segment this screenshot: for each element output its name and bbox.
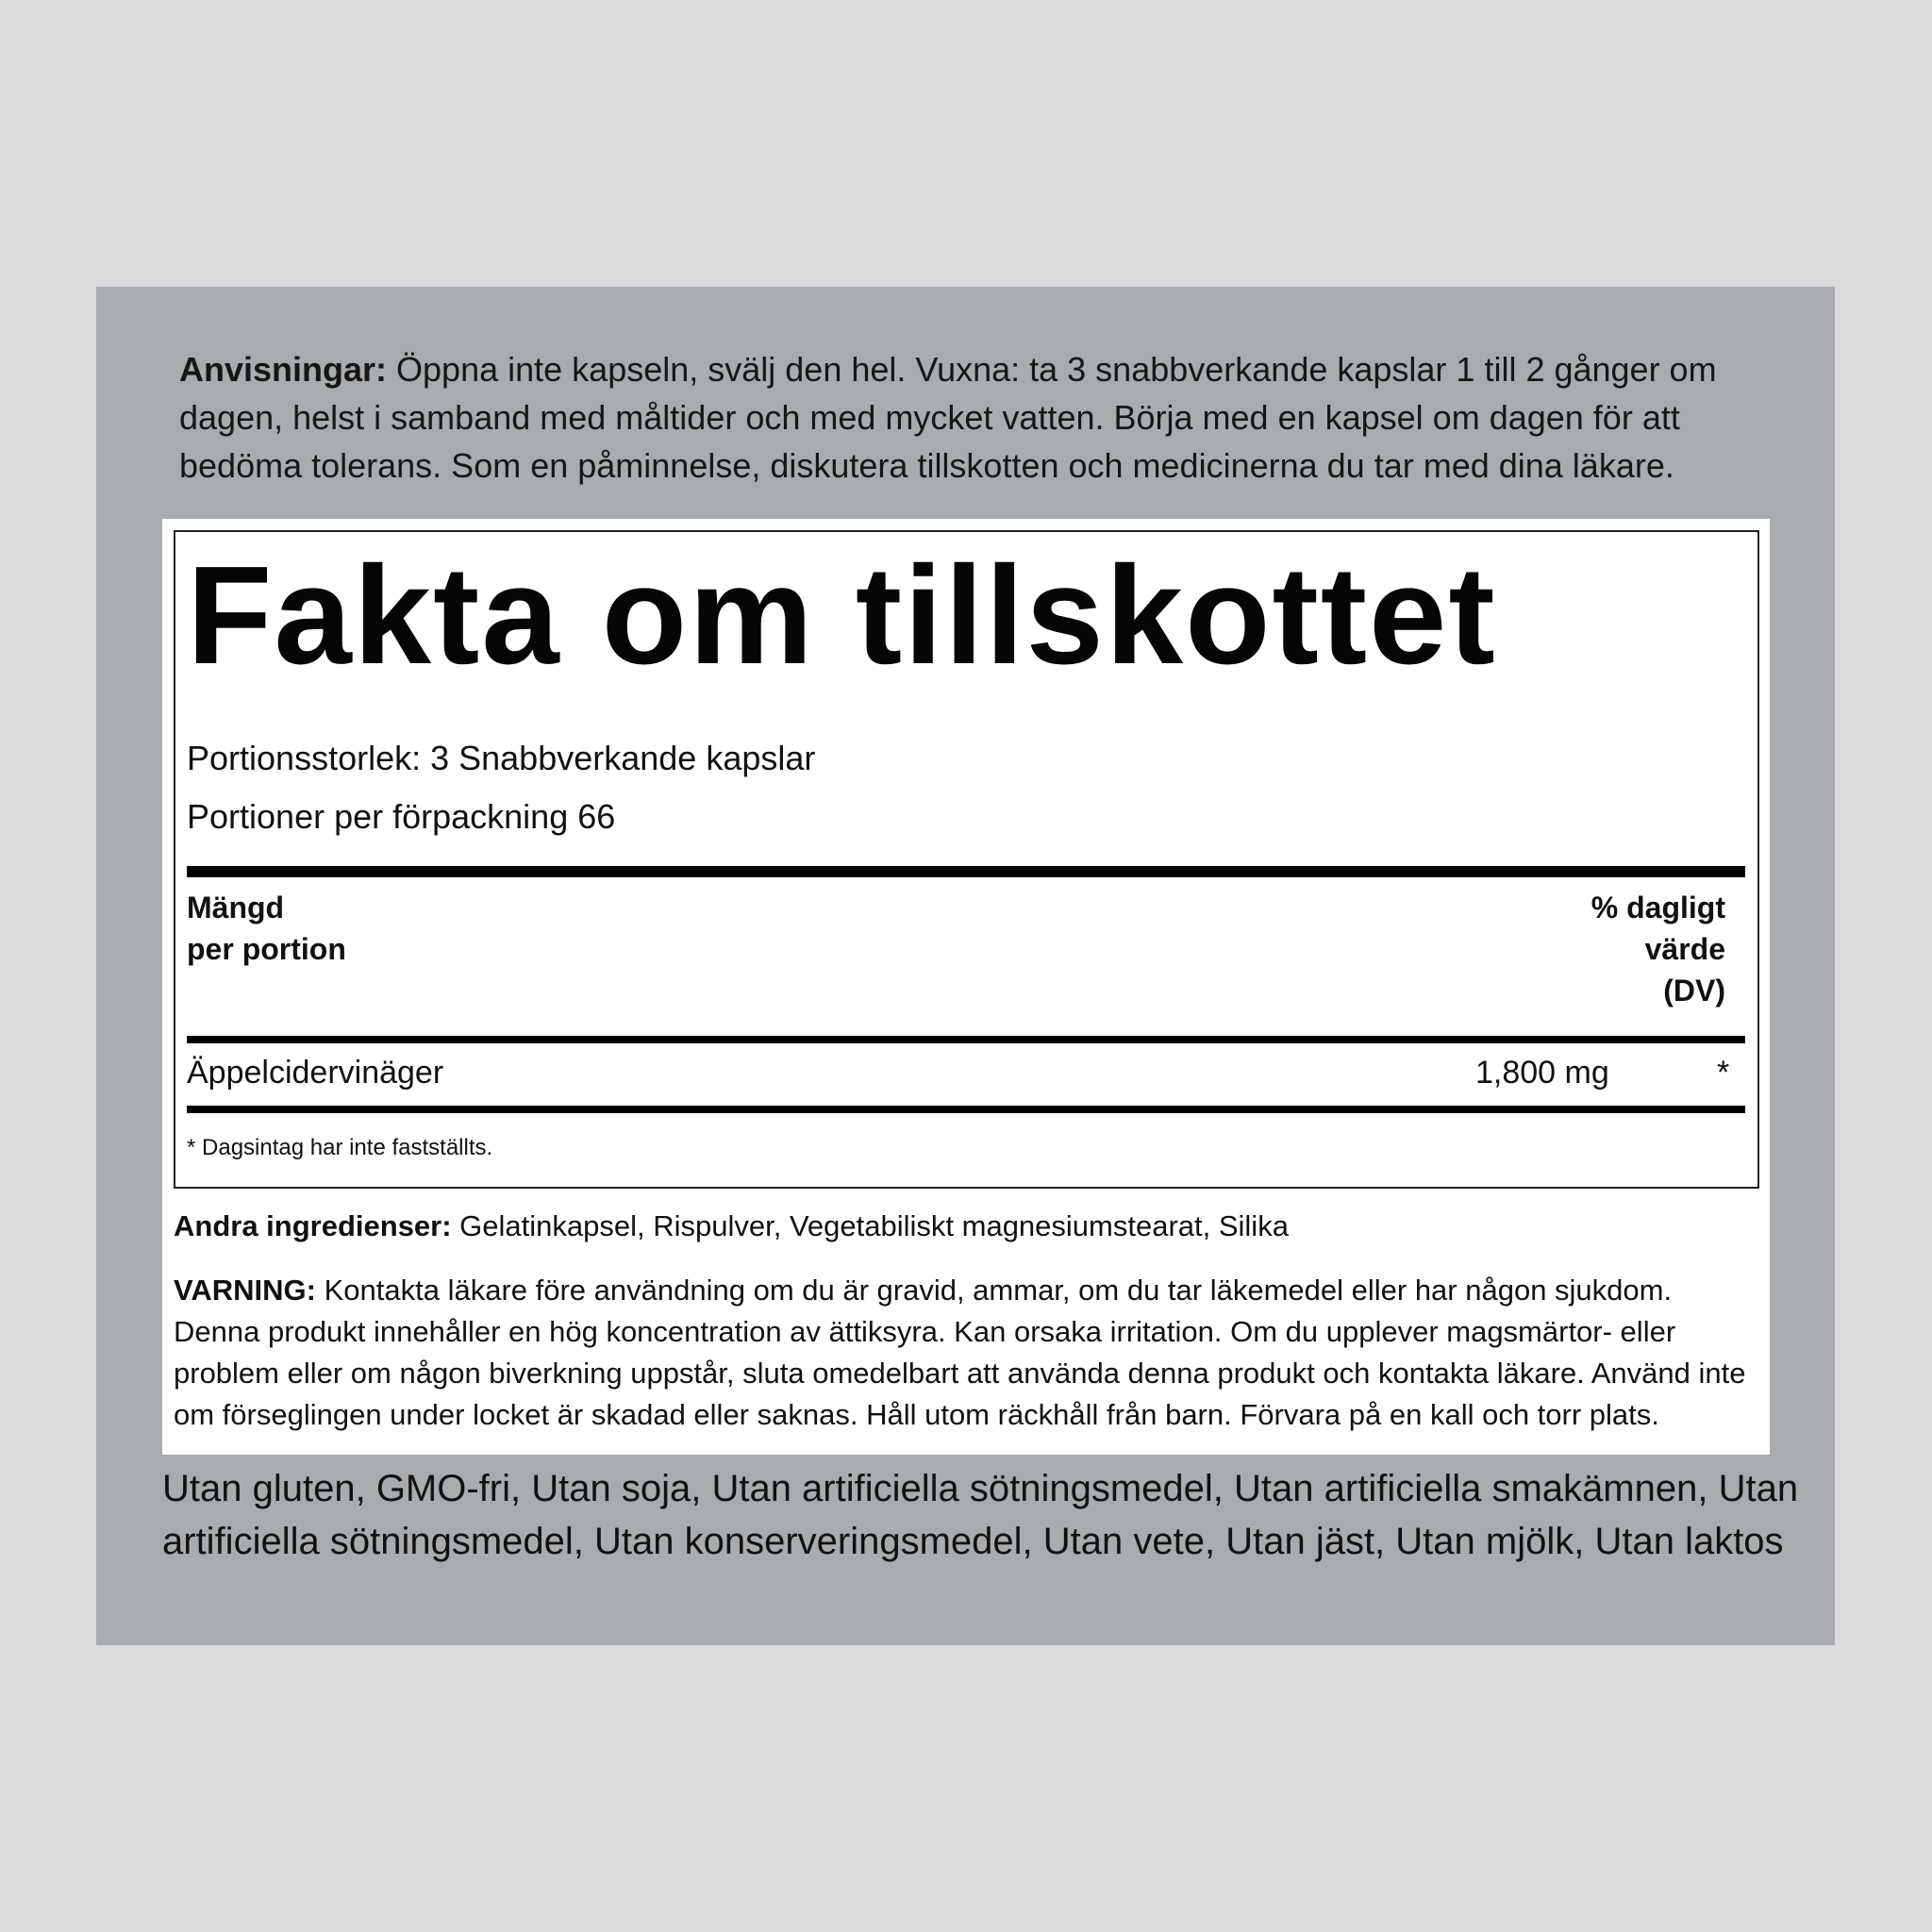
- header-dv-line: (DV): [1663, 974, 1725, 1008]
- header-amount-line: Mängd: [187, 891, 285, 924]
- warning-label: VARNING:: [174, 1274, 316, 1307]
- divider-thick: [187, 866, 1745, 877]
- free-from-statement: Utan gluten, GMO-fri, Utan soja, Utan artificiella sötningsmedel, Utan artificiella smakämnen, Utan artificiella sötningsmedel, Utan konserveringsmedel, Utan vete, Utan jäst, Utan mjölk, Utan laktos: [162, 1468, 1799, 1562]
- ingredient-daily-value: *: [1717, 1055, 1730, 1091]
- serving-size: Portionsstorlek: 3 Snabbverkande kapslar: [187, 739, 816, 777]
- footnote: * Dagsintag har inte fastställts.: [187, 1135, 493, 1160]
- other-ingredients-label: Andra ingredienser:: [174, 1209, 452, 1242]
- header-amount-line: per portion: [187, 932, 346, 966]
- facts-title: Fakta om tillskottet: [187, 538, 1497, 693]
- ingredient-amount: 1,800 mg: [1475, 1055, 1609, 1091]
- warning: [174, 1270, 1762, 1436]
- directions-text: [179, 345, 1764, 490]
- header-dv-line: % dagligt: [1591, 891, 1725, 924]
- directions-body: Öppna inte kapseln, svälj den hel. Vuxna: ta 3 snabbverkande kapslar 1 till 2 gånger om dagen, helst i samband med måltider och med mycket vatten. Börja med en kapsel om dagen för att bedöma tolerans. Som en påminnelse, diskutera tillskotten och medicinerna du tar med dina läkare.: [179, 350, 1717, 485]
- label-panel: [96, 287, 1835, 1645]
- ingredient-name: Äppelcidervinäger: [187, 1055, 444, 1091]
- supplement-facts-table: [174, 530, 1759, 1189]
- servings-per-container: Portioner per förpackning 66: [187, 797, 616, 836]
- other-ingredients-text: Gelatinkapsel, Rispulver, Vegetabiliskt magnesiumstearat, Silika: [451, 1209, 1289, 1242]
- warning-text: Kontakta läkare före användning om du är gravid, ammar, om du tar läkemedel eller har någon sjukdom. Denna produkt innehåller en hög koncentration av ättiksyra. Kan orsaka irritation. Om du upplever magsmärtor- eller problem eller om någon biverkning uppstår, sluta omedelbart att använda denna produkt och kontakta läkare. Använd inte om förseglingen under locket är skadad eller saknas. Håll utom räckhåll från barn. Förvara på en kall och torr plats.: [174, 1274, 1746, 1431]
- divider-medium: [187, 1106, 1745, 1113]
- header-daily-value: [1591, 887, 1725, 1011]
- directions-label: Anvisningar:: [179, 350, 388, 389]
- divider-medium: [187, 1036, 1745, 1043]
- supplement-facts-area: [162, 519, 1770, 1455]
- header-amount-per-serving: [187, 887, 346, 970]
- other-ingredients: [174, 1206, 1758, 1247]
- header-dv-line: värde: [1644, 932, 1725, 966]
